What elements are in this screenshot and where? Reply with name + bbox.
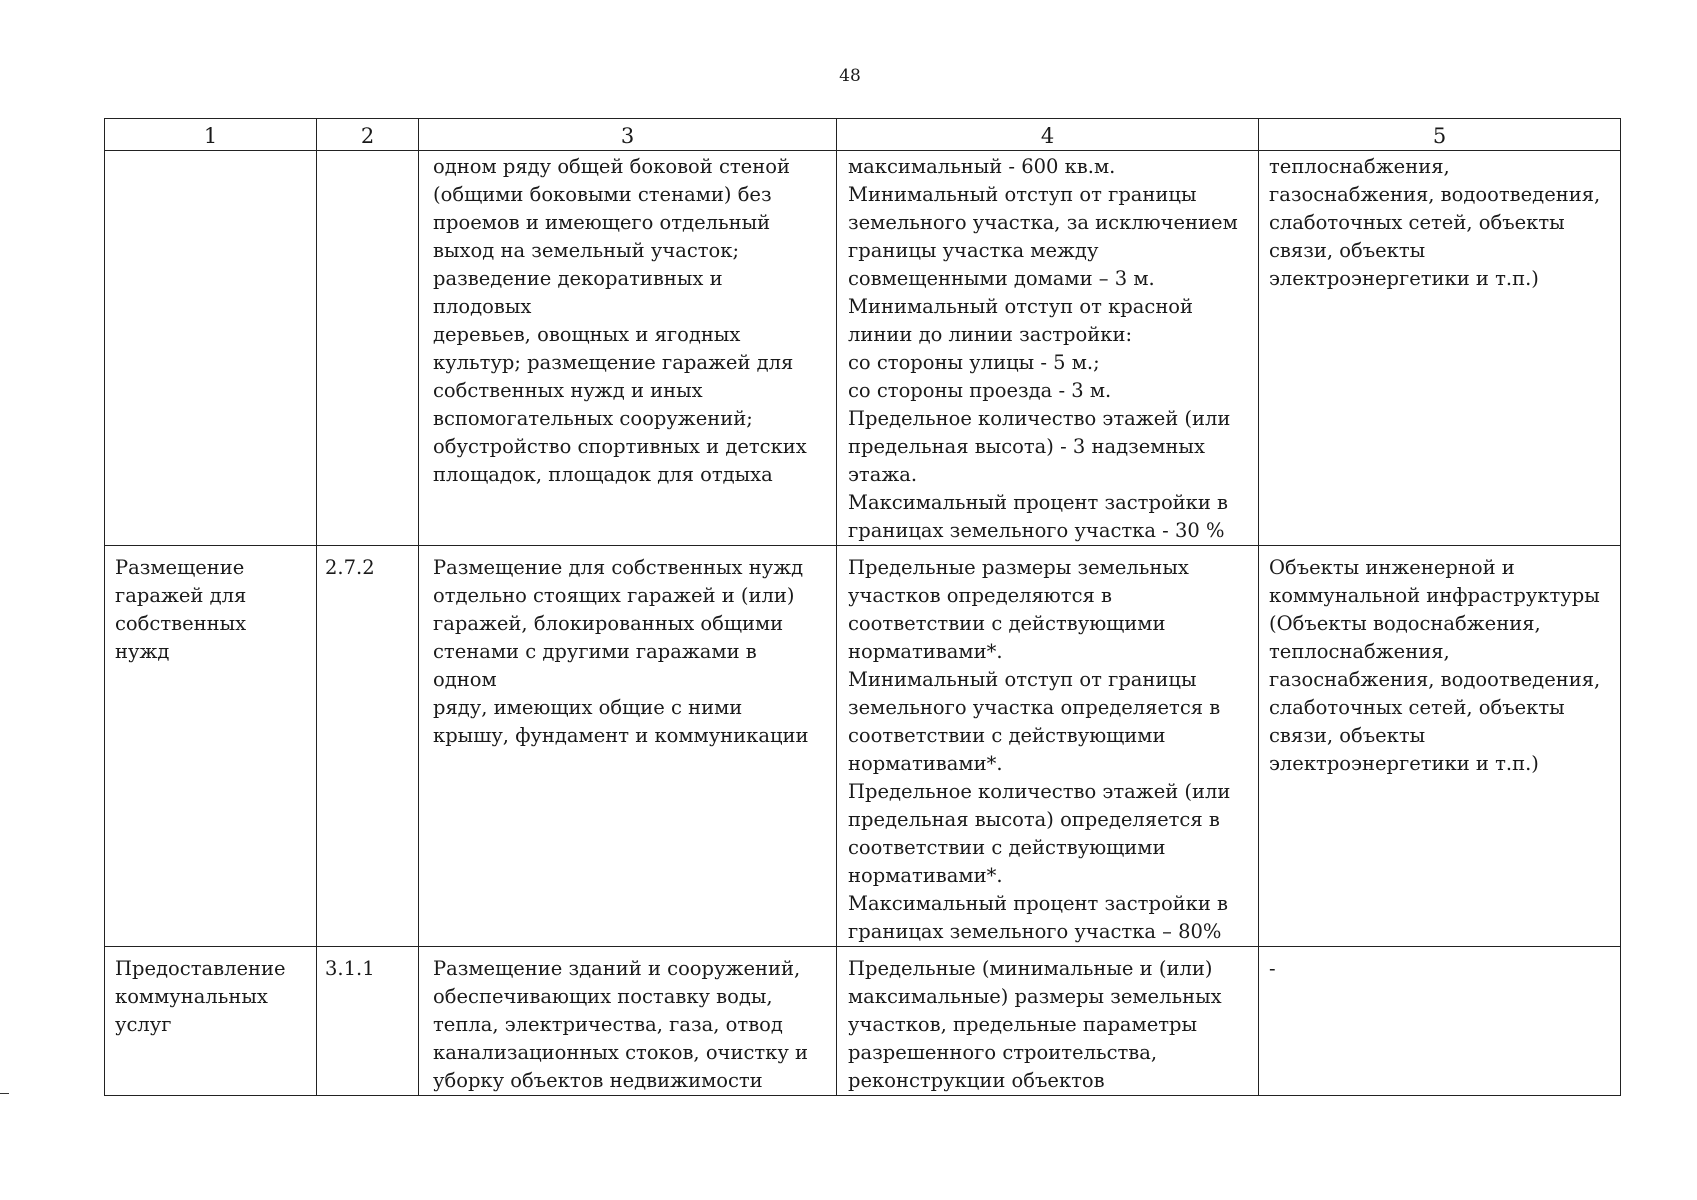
use-type-code: 3.1.1 (317, 947, 419, 1096)
header-col-4: 4 (837, 119, 1259, 151)
table-header-row (105, 119, 1621, 151)
use-type-description: Размещение зданий и сооружений, обеспечивающих поставку воды, тепла, электричества, газа, отвод канализационных стоков, очистку и уборку объектов недвижимости (419, 947, 837, 1096)
use-type-description: Размещение для собственных нужд отдельно стоящих гаражей и (или) гаражей, блокированных общими стенами с другими гаражами в одном ряду, имеющих общие с ними крышу, фундамент и коммуникации (419, 546, 837, 947)
construction-parameters: максимальный - 600 кв.м. Минимальный отступ от границы земельного участка, за исключением границы участка между совмещенными домами – 3 м. Минимальный отступ от красной линии до линии застройки: со стороны улицы - 5 м.; со стороны проезда - 3 м. Предельное количество этажей (или предельная высота) - 3 надземных этажа. Максимальный процент застройки в границах земельного участка - 30 % (837, 151, 1259, 546)
construction-parameters: Предельные (минимальные и (или) максимальные) размеры земельных участков, предельные параметры разрешенного строительства, реконструкции объектов (837, 947, 1259, 1096)
table-row (105, 947, 1621, 1096)
table-row (105, 546, 1621, 947)
margin-mark (0, 1093, 9, 1094)
header-col-2: 2 (317, 119, 419, 151)
construction-parameters: Предельные размеры земельных участков определяются в соответствии с действующими нормативами*. Минимальный отступ от границы земельного участка определяется в соответствии с действующими нормативами*. Предельное количество этажей (или предельная высота) определяется в соответствии с действующими нормативами*. Максимальный процент застройки в границах земельного участка – 80% (837, 546, 1259, 947)
use-type-description: одном ряду общей боковой стеной (общими боковыми стенами) без проемов и имеющего отдельный выход на земельный участок; разведение декоративных и плодовых деревьев, овощных и ягодных культур; размещение гаражей для собственных нужд и иных вспомогательных сооружений; обустройство спортивных и детских площадок, площадок для отдыха (419, 151, 837, 546)
use-type-name (105, 151, 317, 546)
use-type-code: 2.7.2 (317, 546, 419, 947)
header-col-1: 1 (105, 119, 317, 151)
auxiliary-uses: теплоснабжения, газоснабжения, водоотведения, слаботочных сетей, объекты связи, объекты электроэнергетики и т.п.) (1259, 151, 1621, 546)
table-row (105, 151, 1621, 546)
page-number: 48 (839, 66, 861, 86)
header-col-5: 5 (1259, 119, 1621, 151)
use-type-name: Размещение гаражей для собственных нужд (105, 546, 317, 947)
auxiliary-uses: Объекты инженерной и коммунальной инфраструктуры (Объекты водоснабжения, теплоснабжения, газоснабжения, водоотведения, слаботочных сетей, объекты связи, объекты электроэнергетики и т.п.) (1259, 546, 1621, 947)
use-type-name: Предоставление коммунальных услуг (105, 947, 317, 1096)
header-col-3: 3 (419, 119, 837, 151)
land-use-table (104, 118, 1621, 1096)
use-type-code (317, 151, 419, 546)
auxiliary-uses: - (1259, 947, 1621, 1096)
